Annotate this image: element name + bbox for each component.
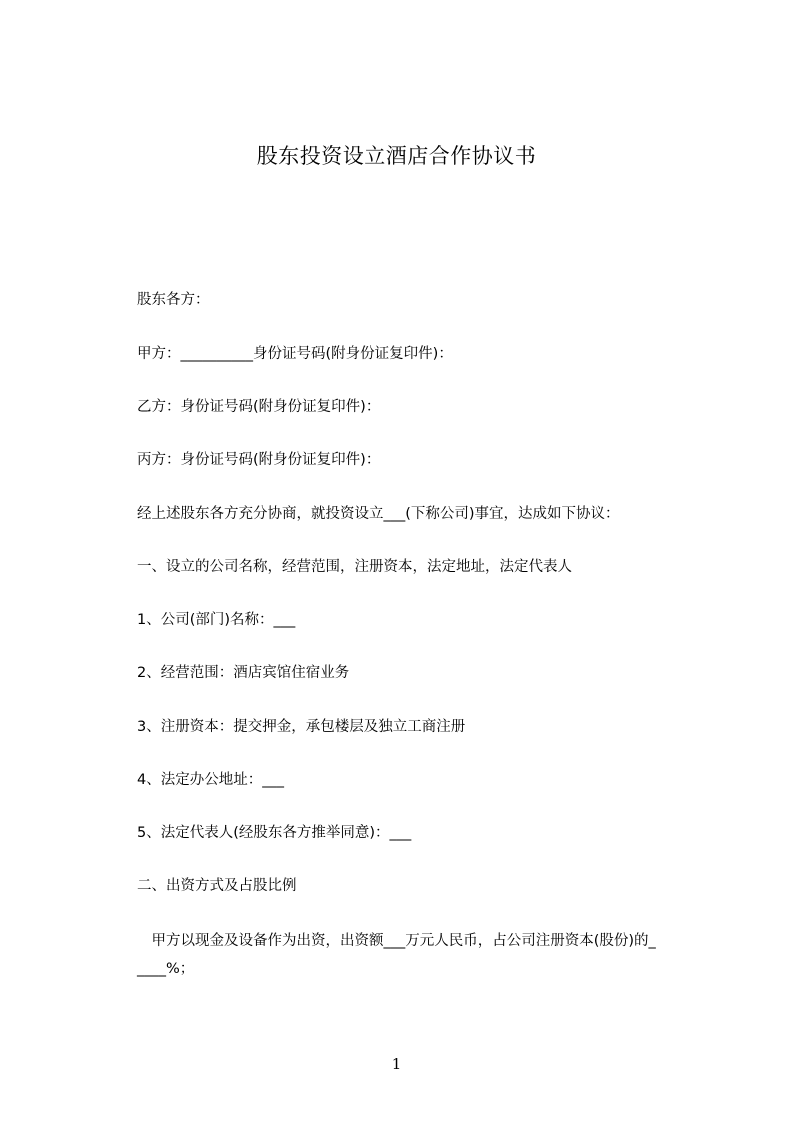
party-c-line: 丙方：身份证号码(附身份证复印件)：	[137, 452, 381, 468]
section-two-heading: 二、出资方式及占股比例	[137, 878, 297, 894]
company-name-line: 1、公司(部门)名称：___	[137, 612, 296, 628]
business-scope-line: 2、经营范围：酒店宾馆住宿业务	[137, 665, 350, 681]
shareholders-heading: 股东各方：	[137, 292, 210, 308]
document-title: 股东投资设立酒店合作协议书	[256, 144, 537, 168]
party-b-line: 乙方：身份证号码(附身份证复印件)：	[137, 399, 381, 415]
party-a-contribution-line-2: ____%；	[137, 961, 195, 977]
party-a-line: 甲方：__________身份证号码(附身份证复印件)：	[137, 346, 453, 362]
page-number: 1	[391, 1055, 402, 1073]
section-one-heading: 一、设立的公司名称，经营范围，注册资本，法定地址，法定代表人	[137, 559, 572, 575]
registered-capital-line: 3、注册资本：提交押金，承包楼层及独立工商注册	[137, 719, 466, 735]
office-address-line: 4、法定办公地址：___	[137, 772, 284, 788]
legal-representative-line: 5、法定代表人(经股东各方推举同意)：___	[137, 825, 412, 841]
agreement-intro-line: 经上述股东各方充分协商，就投资设立___(下称公司)事宜，达成如下协议：	[137, 506, 620, 522]
party-a-contribution-line-1: 甲方以现金及设备作为出资，出资额___万元人民币，占公司注册资本(股份)的_	[137, 933, 656, 949]
